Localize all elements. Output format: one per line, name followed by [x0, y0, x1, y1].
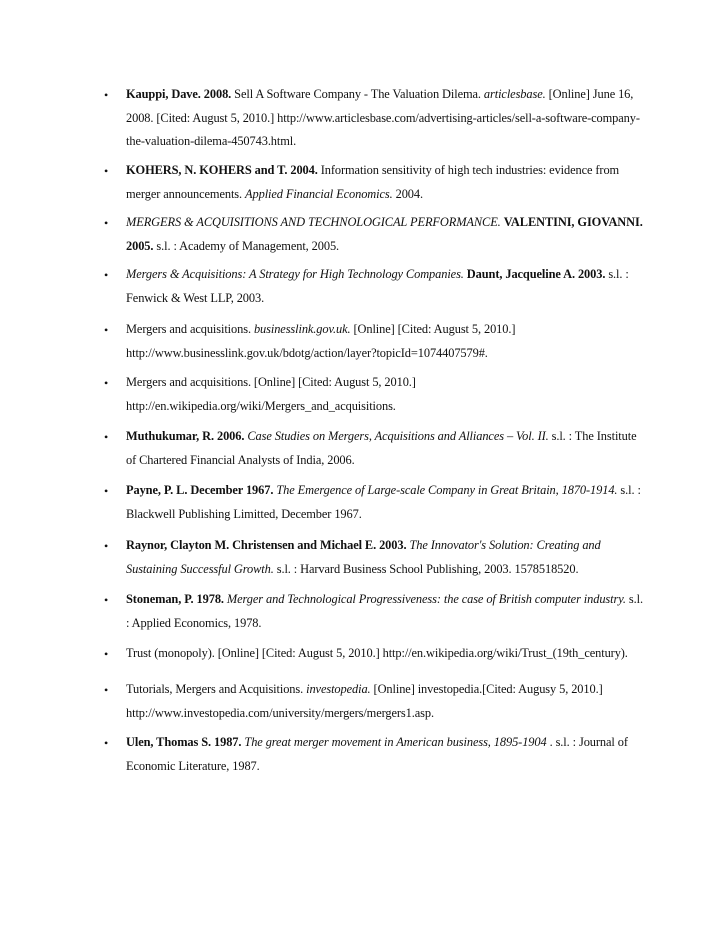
reference-text: [126, 83, 646, 154]
reference-title: The great merger movement in American business, 1895-1904: [244, 735, 547, 749]
reference-segment: . s.l. : Journal of Economic Literature, 1987.: [126, 735, 628, 773]
reference-text: [126, 318, 646, 365]
bullet-icon: [104, 271, 112, 279]
reference-text: [126, 678, 646, 725]
reference-segment: [Online] [Cited: August 5, 2010.] http://www.businesslink.gov.uk/bdotg/action/layer?topicId=1074407579#.: [126, 322, 516, 360]
reference-segment: s.l. : Fenwick & West LLP, 2003.: [126, 267, 629, 305]
reference-segment: Information sensitivity of high tech industries: evidence from merger announcements.: [126, 163, 620, 201]
reference-text: [126, 211, 646, 258]
bullet-icon: [104, 167, 112, 175]
reference-author: Ulen, Thomas S. 1987.: [126, 735, 242, 749]
reference-segment: 2004.: [392, 186, 423, 201]
reference-author: Kauppi, Dave. 2008.: [126, 87, 232, 101]
reference-title: The Innovator's Solution: Creating and Sustaining Successful Growth.: [126, 538, 601, 576]
reference-title: Mergers and acquisitions. [Online] [Cited: August 5, 2010.] http://en.wikipedia.org/wiki/Mergers_and_acquisitions.: [126, 375, 416, 413]
reference-source: articlesbase.: [483, 87, 546, 101]
reference-text: [126, 425, 646, 472]
bullet-icon: [104, 542, 112, 550]
reference-title: The Emergence of Large-scale Company in Great Britain, 1870-1914.: [276, 483, 618, 497]
reference-source: businesslink.gov.uk.: [253, 322, 351, 336]
reference-source: Applied Financial Economics.: [245, 186, 393, 201]
reference-author: Muthukumar, R. 2006.: [126, 429, 245, 443]
reference-text: [126, 263, 646, 310]
reference-title: MERGERS & ACQUISITIONS AND TECHNOLOGICAL PERFORMANCE.: [126, 215, 501, 229]
bullet-icon: [104, 487, 112, 495]
reference-segment: [Online] investopedia.[Cited: Augusy 5, 2010.] http://www.investopedia.com/university/mergers/mergers1.asp.: [126, 682, 603, 720]
reference-title: Mergers & Acquisitions: A Strategy for High Technology Companies.: [126, 267, 464, 281]
bullet-icon: [104, 219, 112, 227]
reference-text: [126, 642, 646, 666]
reference-text: [126, 534, 646, 581]
bullet-icon: [104, 686, 112, 694]
reference-segment: s.l. : Harvard Business School Publishing, 2003. 1578518520.: [273, 561, 579, 576]
bullet-icon: [104, 433, 112, 441]
bullet-icon: [104, 326, 112, 334]
reference-text: [126, 588, 646, 635]
reference-title: Mergers and acquisitions.: [126, 322, 254, 336]
bullet-icon: [104, 650, 112, 658]
reference-text: [126, 479, 646, 526]
reference-author: Payne, P. L. December 1967.: [126, 483, 274, 497]
bullet-icon: [104, 379, 112, 387]
reference-segment: [Online] June 16, 2008. [Cited: August 5, 2010.] http://www.articlesbase.com/advertising-articles/sell-a-software-company-the-valuation-dilema-450743.html.: [126, 87, 640, 148]
reference-text: [126, 159, 646, 206]
reference-text: [126, 371, 646, 418]
reference-author: Stoneman, P. 1978.: [126, 592, 224, 606]
reference-title: Case Studies on Mergers, Acquisitions and Alliances – Vol. II.: [247, 429, 549, 443]
reference-title: Trust (monopoly). [Online] [Cited: August 5, 2010.] http://en.wikipedia.org/wiki/Trust_(19th_century).: [126, 646, 628, 660]
reference-segment: s.l. : The Institute of Chartered Financial Analysts of India, 2006.: [126, 429, 637, 467]
reference-segment: s.l. : Blackwell Publishing Limitted, December 1967.: [126, 483, 641, 521]
reference-author: Raynor, Clayton M. Christensen and Michael E. 2003.: [126, 538, 407, 552]
reference-segment: Sell A Software Company - The Valuation Dilema.: [231, 87, 484, 101]
reference-source: investopedia.: [306, 682, 371, 696]
reference-segment: s.l. : Academy of Management, 2005.: [153, 238, 340, 253]
reference-title: Merger and Technological Progressiveness: the case of British computer industry.: [226, 592, 626, 606]
reference-author: KOHERS, N. KOHERS and T. 2004.: [126, 163, 318, 177]
reference-author: Daunt, Jacqueline A. 2003.: [466, 267, 606, 281]
bullet-icon: [104, 91, 112, 99]
reference-title: Tutorials, Mergers and Acquisitions.: [126, 682, 307, 696]
bullet-icon: [104, 739, 112, 747]
reference-segment: s.l. : Applied Economics, 1978.: [126, 592, 643, 630]
reference-author: VALENTINI, GIOVANNI. 2005.: [126, 215, 643, 253]
reference-text: [126, 731, 646, 778]
bullet-icon: [104, 596, 112, 604]
